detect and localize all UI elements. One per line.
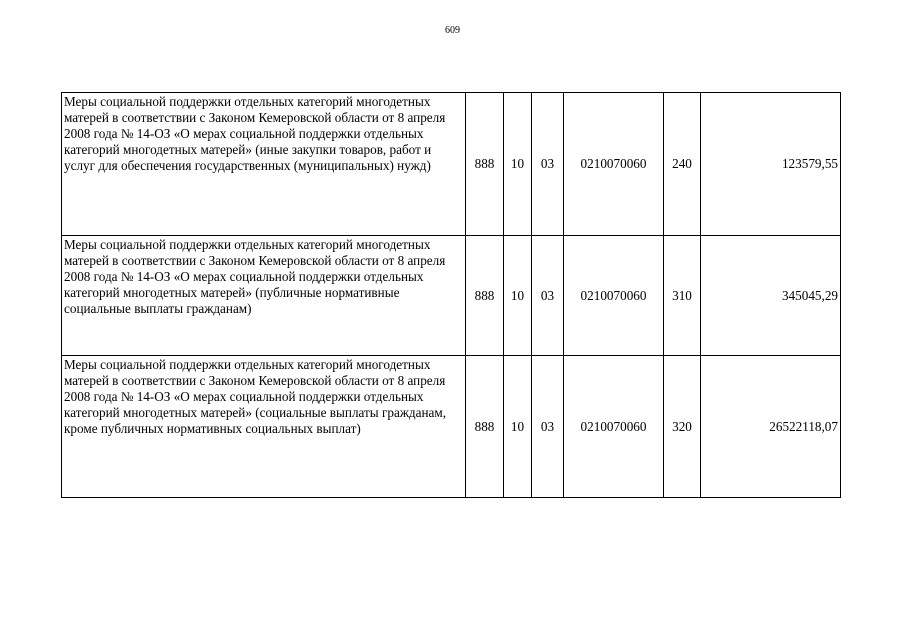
section-code: 10 (504, 356, 532, 498)
ministry-code: 888 (466, 236, 504, 356)
amount: 26522118,07 (701, 356, 841, 498)
target-article-code: 0210070060 (564, 93, 664, 236)
expense-type-code: 310 (664, 236, 701, 356)
table-row (62, 93, 841, 236)
subsection-code: 03 (532, 93, 564, 236)
amount: 345045,29 (701, 236, 841, 356)
page-number: 609 (445, 25, 460, 36)
section-code: 10 (504, 236, 532, 356)
expense-type-code: 320 (664, 356, 701, 498)
subsection-code: 03 (532, 236, 564, 356)
budget-table (61, 92, 841, 498)
section-code: 10 (504, 93, 532, 236)
row-description: Меры социальной поддержки отдельных категорий многодетных матерей в соответствии с Законом Кемеровской области от 8 апреля 2008 года № 14-ОЗ «О мерах социальной поддержки отдельных категорий многодетных матерей» (социальные выплаты гражданам, кроме публичных нормативных социальных выплат) (62, 356, 466, 498)
row-description: Меры социальной поддержки отдельных категорий многодетных матерей в соответствии с Законом Кемеровской области от 8 апреля 2008 года № 14-ОЗ «О мерах социальной поддержки отдельных категорий многодетных матерей» (публичные нормативные социальные выплаты гражданам) (62, 236, 466, 356)
amount: 123579,55 (701, 93, 841, 236)
row-description: Меры социальной поддержки отдельных категорий многодетных матерей в соответствии с Законом Кемеровской области от 8 апреля 2008 года № 14-ОЗ «О мерах социальной поддержки отдельных категорий многодетных матерей» (иные закупки товаров, работ и услуг для обеспечения государственных (муниципальных) нужд) (62, 93, 466, 236)
table-row (62, 356, 841, 498)
table-row (62, 236, 841, 356)
subsection-code: 03 (532, 356, 564, 498)
ministry-code: 888 (466, 356, 504, 498)
ministry-code: 888 (466, 93, 504, 236)
target-article-code: 0210070060 (564, 236, 664, 356)
target-article-code: 0210070060 (564, 356, 664, 498)
expense-type-code: 240 (664, 93, 701, 236)
